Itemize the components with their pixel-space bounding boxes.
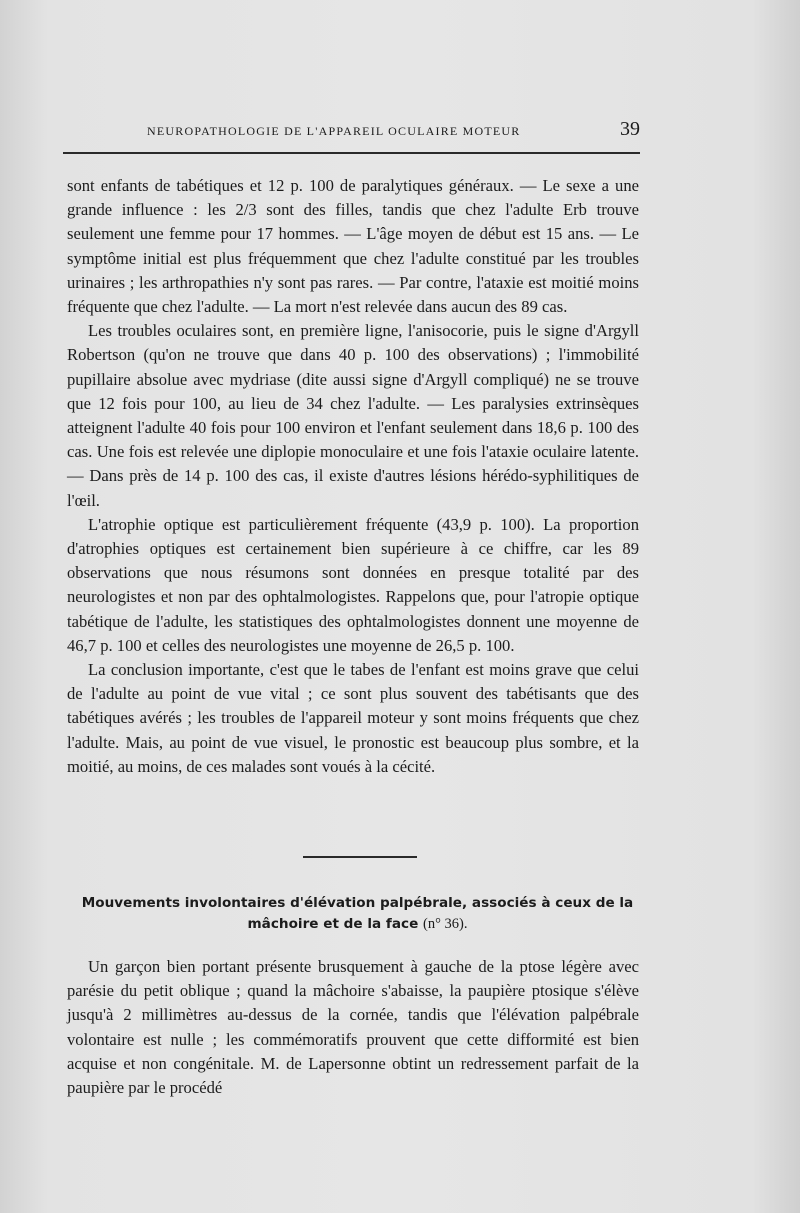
- header-rule: [63, 152, 640, 154]
- page-number: 39: [620, 118, 640, 140]
- page-header: [65, 118, 640, 148]
- paragraph: Les troubles oculaires sont, en première ligne, l'anisocorie, puis le signe d'Argyll Robertson (qu'on ne trouve que dans 40 p. 100 des observations) ; l'immobilité pupillaire absolue avec mydriase (dite aussi signe d'Argyll compliqué) ne se trouve que 12 fois pour 100, au lieu de 34 chez l'adulte. — Les paralysies extrinsèques atteignent l'adulte 40 fois pour 100 environ et l'enfant seulement dans 18,6 p. 100 des cas. Une fois est relevée une diplopie monoculaire et une fois l'ataxie oculaire latente. — Dans près de 14 p. 100 des cas, il existe d'autres lésions hérédo-syphilitiques de l'œil.: [67, 321, 639, 510]
- section-heading-text: Mouvements involontaires d'élévation palpébrale, associés à ceux de la mâchoire et de la face: [81, 895, 634, 932]
- paragraph: La conclusion importante, c'est que le tabes de l'enfant est moins grave que celui de l'adulte au point de vue vital ; ce sont plus souvent des tabétisants que des tabétiques avérés ; les troubles de l'appareil moteur y sont moins fréquents que chez l'adulte. Mais, au point de vue visuel, le pronostic est beaucoup plus sombre, et la moitié, au moins, de ces malades sont voués à la cécité.: [67, 660, 639, 776]
- paragraph: L'atrophie optique est particulièrement fréquente (43,9 p. 100). La proportion d'atrophies optiques est certainement bien supérieure à ce chiffre, car les 89 observations que nous résumons sont données en presque totalité par des neurologistes et non par des ophtalmologistes. Rappelons que, pour l'atropie optique tabétique de l'adulte, les statistiques des ophtalmologistes donnent une moyenne de 46,7 p. 100 et celles des neurologistes une moyenne de 26,5 p. 100.: [67, 514, 639, 655]
- running-head: NEUROPATHOLOGIE DE L'APPAREIL OCULAIRE MOTEUR: [147, 124, 521, 138]
- paragraph: Un garçon bien portant présente brusquement à gauche de la ptose légère avec parésie du petit oblique ; quand la mâchoire s'abaisse, la paupière ptosique s'élève jusqu'à 2 millimètres au-dessus de la cornée, tandis que l'élévation palpébrale volontaire est nulle ; les commémoratifs prouvent que cette difformité est bien acquise et non congénitale. M. de Lapersonne obtint un redressement parfait de la paupière par le procédé: [67, 957, 639, 1098]
- section-separator-rule: [303, 856, 417, 858]
- body-text-block-2: [67, 955, 639, 1100]
- section-reference: (n° 36).: [423, 916, 468, 932]
- body-text-block-1: [67, 174, 639, 779]
- section-heading: [70, 893, 645, 935]
- paragraph: sont enfants de tabétiques et 12 p. 100 de paralytiques généraux. — Le sexe a une grande influence : les 2/3 sont des filles, tandis que chez l'adulte Erb trouve seulement une femme pour 17 hommes. — L'âge moyen de début est 15 ans. — Le symptôme initial est plus fréquemment que chez l'adulte constitué par les troubles urinaires ; les arthropathies n'y sont pas rares. — Par contre, l'ataxie est moitié moins fréquente que chez l'adulte. — La mort n'est relevée dans aucun des 89 cas.: [67, 176, 639, 317]
